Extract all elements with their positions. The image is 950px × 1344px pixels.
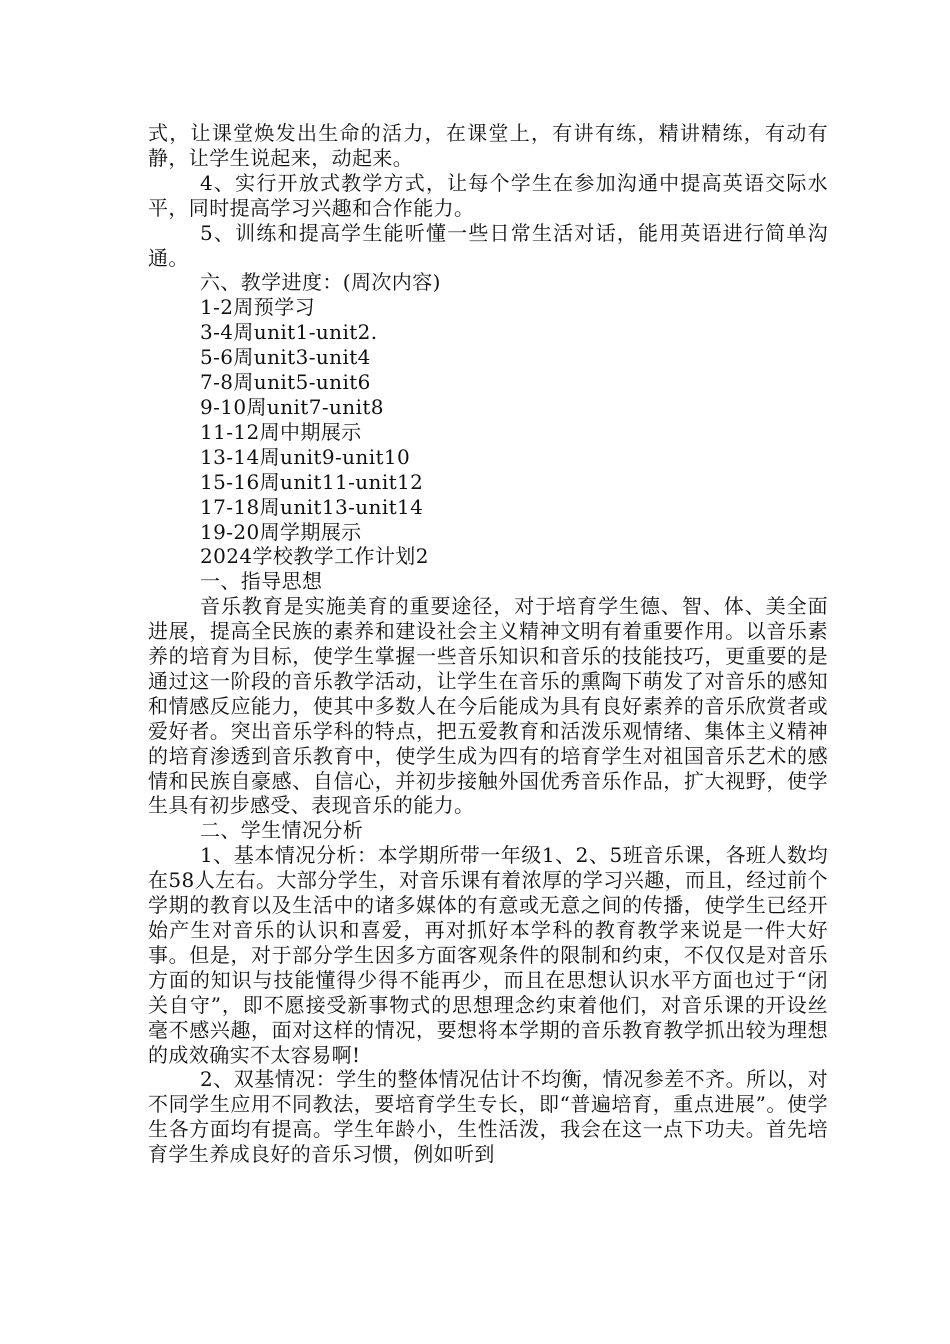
schedule-item: 11-12周中期展示: [200, 419, 362, 444]
schedule-item: 3-4周unit1-unit2.: [200, 320, 378, 345]
paragraph-dual-foundation: 2、双基情况：学生的整体情况估计不均衡，情况参差不齐。所以，对不同学生应用不同教法，要培育学生专长，即“普遍培育，重点进展”。使学生各方面均有提高。学生年龄小，生性活泼，我会在这一点下功夫。首先培育学生养成良好的音乐习惯，例如听到: [148, 1067, 828, 1167]
plan-title: 2024学校教学工作计划2: [200, 544, 429, 569]
schedule-item: 5-6周unit3-unit4: [200, 345, 371, 370]
schedule-item: 9-10周unit7-unit8: [200, 394, 384, 419]
paragraph-teaching-style: 式，让课堂焕发出生命的活力，在课堂上，有讲有练，精讲精练，有动有静，让学生说起来，动起来。: [148, 121, 828, 170]
paragraph-listening-training: 5、训练和提高学生能听懂一些日常生活对话，能用英语进行简单沟通。: [148, 220, 828, 270]
schedule-item: 19-20周学期展示: [200, 519, 362, 544]
section-heading-guiding-ideology: 一、指导思想: [200, 569, 323, 594]
schedule-item: 7-8周unit5-unit6: [200, 370, 371, 395]
schedule-item: 15-16周unit11-unit12: [200, 469, 424, 494]
section-heading-student-analysis: 二、学生情况分析: [200, 818, 364, 843]
document-body: [148, 121, 828, 1167]
paragraph-basic-situation: 1、基本情况分析：本学期所带一年级1、2、5班音乐课，各班人数均在58人左右。大部分学生，对音乐课有着浓厚的学习兴趣，而且，经过前个学期的教育以及生活中的诸多媒体的有意或无意之间的传播，使学生已经开始产生对音乐的认识和喜爱，再对抓好本学科的教育教学来说是一件大好事。但是，对于部分学生因多方面客观条件的限制和约束，不仅仅是对音乐方面的知识与技能懂得少得不能再少，而且在思想认识水平方面也过于“闭关自守”，即不愿接受新事物式的思想理念约束着他们，对音乐课的开设丝毫不感兴趣，面对这样的情况，要想将本学期的音乐教育教学抓出较为理想的成效确实不太容易啊!: [148, 843, 828, 1067]
paragraph-guiding-ideology: 音乐教育是实施美育的重要途径，对于培育学生德、智、体、美全面进展，提高全民族的素养和建设社会主义精神文明有着重要作用。以音乐素养的培育为目标，使学生掌握一些音乐知识和音乐的技能技巧，更重要的是通过这一阶段的音乐教学活动，让学生在音乐的熏陶下萌发了对音乐的感知和情感反应能力，使其中多数人在今后能成为具有良好素养的音乐欣赏者或爱好者。突出音乐学科的特点，把五爱教育和活泼乐观情绪、集体主义精神的培育渗透到音乐教育中，使学生成为四有的培育学生对祖国音乐艺术的感情和民族自豪感、自信心，并初步接触外国优秀音乐作品，扩大视野，使学生具有初步感受、表现音乐的能力。: [148, 594, 828, 818]
schedule-item: 1-2周预学习: [200, 295, 316, 320]
schedule-heading: 六、教学进度：(周次内容): [200, 270, 441, 295]
paragraph-open-teaching: 4、实行开放式教学方式，让每个学生在参加沟通中提高英语交际水平，同时提高学习兴趣和合作能力。: [148, 170, 828, 220]
schedule-item: 13-14周unit9-unit10: [200, 444, 411, 469]
schedule-item: 17-18周unit13-unit14: [200, 494, 424, 519]
